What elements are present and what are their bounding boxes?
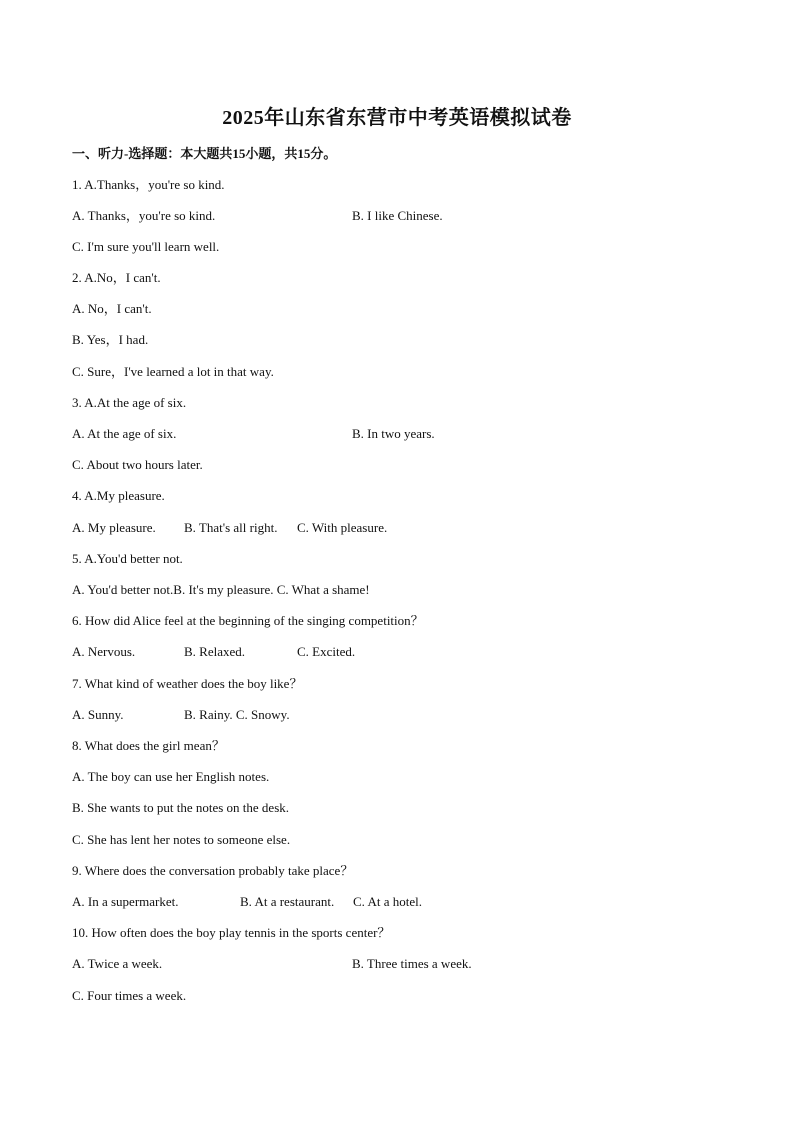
question-8-stem: 8. What does the girl mean？ — [72, 738, 225, 753]
question-6-option-c: C. Excited. — [297, 644, 356, 659]
question-5-stem: 5. A.You'd better not. — [72, 551, 183, 566]
question-10-option-a: A. Twice a week. — [72, 956, 163, 971]
question-2-option-a: A. No，I can't. — [72, 301, 152, 316]
question-7-options-bc: B. Rainy. C. Snowy. — [184, 707, 290, 722]
question-4-option-b: B. That's all right. — [184, 520, 278, 535]
exam-title: 2025年山东省东营市中考英语模拟试卷 — [222, 107, 572, 129]
question-9-option-a: A. In a supermarket. — [72, 894, 179, 909]
question-6-option-b: B. Relaxed. — [184, 644, 246, 659]
question-7-stem: 7. What kind of weather does the boy like？ — [72, 676, 303, 691]
question-4-stem: 4. A.My pleasure. — [72, 488, 165, 503]
question-2-stem: 2. A.No，I can't. — [72, 270, 161, 285]
question-3-option-c: C. About two hours later. — [72, 457, 203, 472]
question-3-option-b: B. In two years. — [352, 426, 435, 441]
question-7-option-a: A. Sunny. — [72, 707, 124, 722]
question-1-option-a: A. Thanks，you're so kind. — [72, 208, 216, 223]
question-4-option-a: A. My pleasure. — [72, 520, 156, 535]
question-9-option-b: B. At a restaurant. — [240, 894, 335, 909]
question-8-option-a: A. The boy can use her English notes. — [72, 769, 270, 784]
question-8-option-b: B. She wants to put the notes on the desk. — [72, 800, 290, 815]
question-2-option-b: B. Yes，I had. — [72, 332, 149, 347]
question-10-option-c: C. Four times a week. — [72, 988, 187, 1003]
question-9-option-c: C. At a hotel. — [353, 894, 422, 909]
question-5-options: A. You'd better not.B. It's my pleasure. C. What a shame! — [72, 582, 370, 597]
question-3-option-a: A. At the age of six. — [72, 426, 177, 441]
question-2-option-c: C. Sure，I've learned a lot in that way. — [72, 364, 274, 379]
question-9-stem: 9. Where does the conversation probably take place？ — [72, 863, 354, 878]
question-4-option-c: C. With pleasure. — [297, 520, 388, 535]
question-6-stem: 6. How did Alice feel at the beginning of the singing competition？ — [72, 613, 424, 628]
question-8-option-c: C. She has lent her notes to someone else. — [72, 832, 291, 847]
question-1-option-b: B. I like Chinese. — [352, 208, 443, 223]
question-1-stem: 1. A.Thanks，you're so kind. — [72, 177, 225, 192]
section-heading: 一、听力-选择题：本大题共15小题，共15分。 — [72, 146, 337, 161]
question-10-option-b: B. Three times a week. — [352, 956, 472, 971]
question-10-stem: 10. How often does the boy play tennis in the sports center？ — [72, 925, 391, 940]
question-6-option-a: A. Nervous. — [72, 644, 136, 659]
question-1-option-c: C. I'm sure you'll learn well. — [72, 239, 220, 254]
question-3-stem: 3. A.At the age of six. — [72, 395, 187, 410]
